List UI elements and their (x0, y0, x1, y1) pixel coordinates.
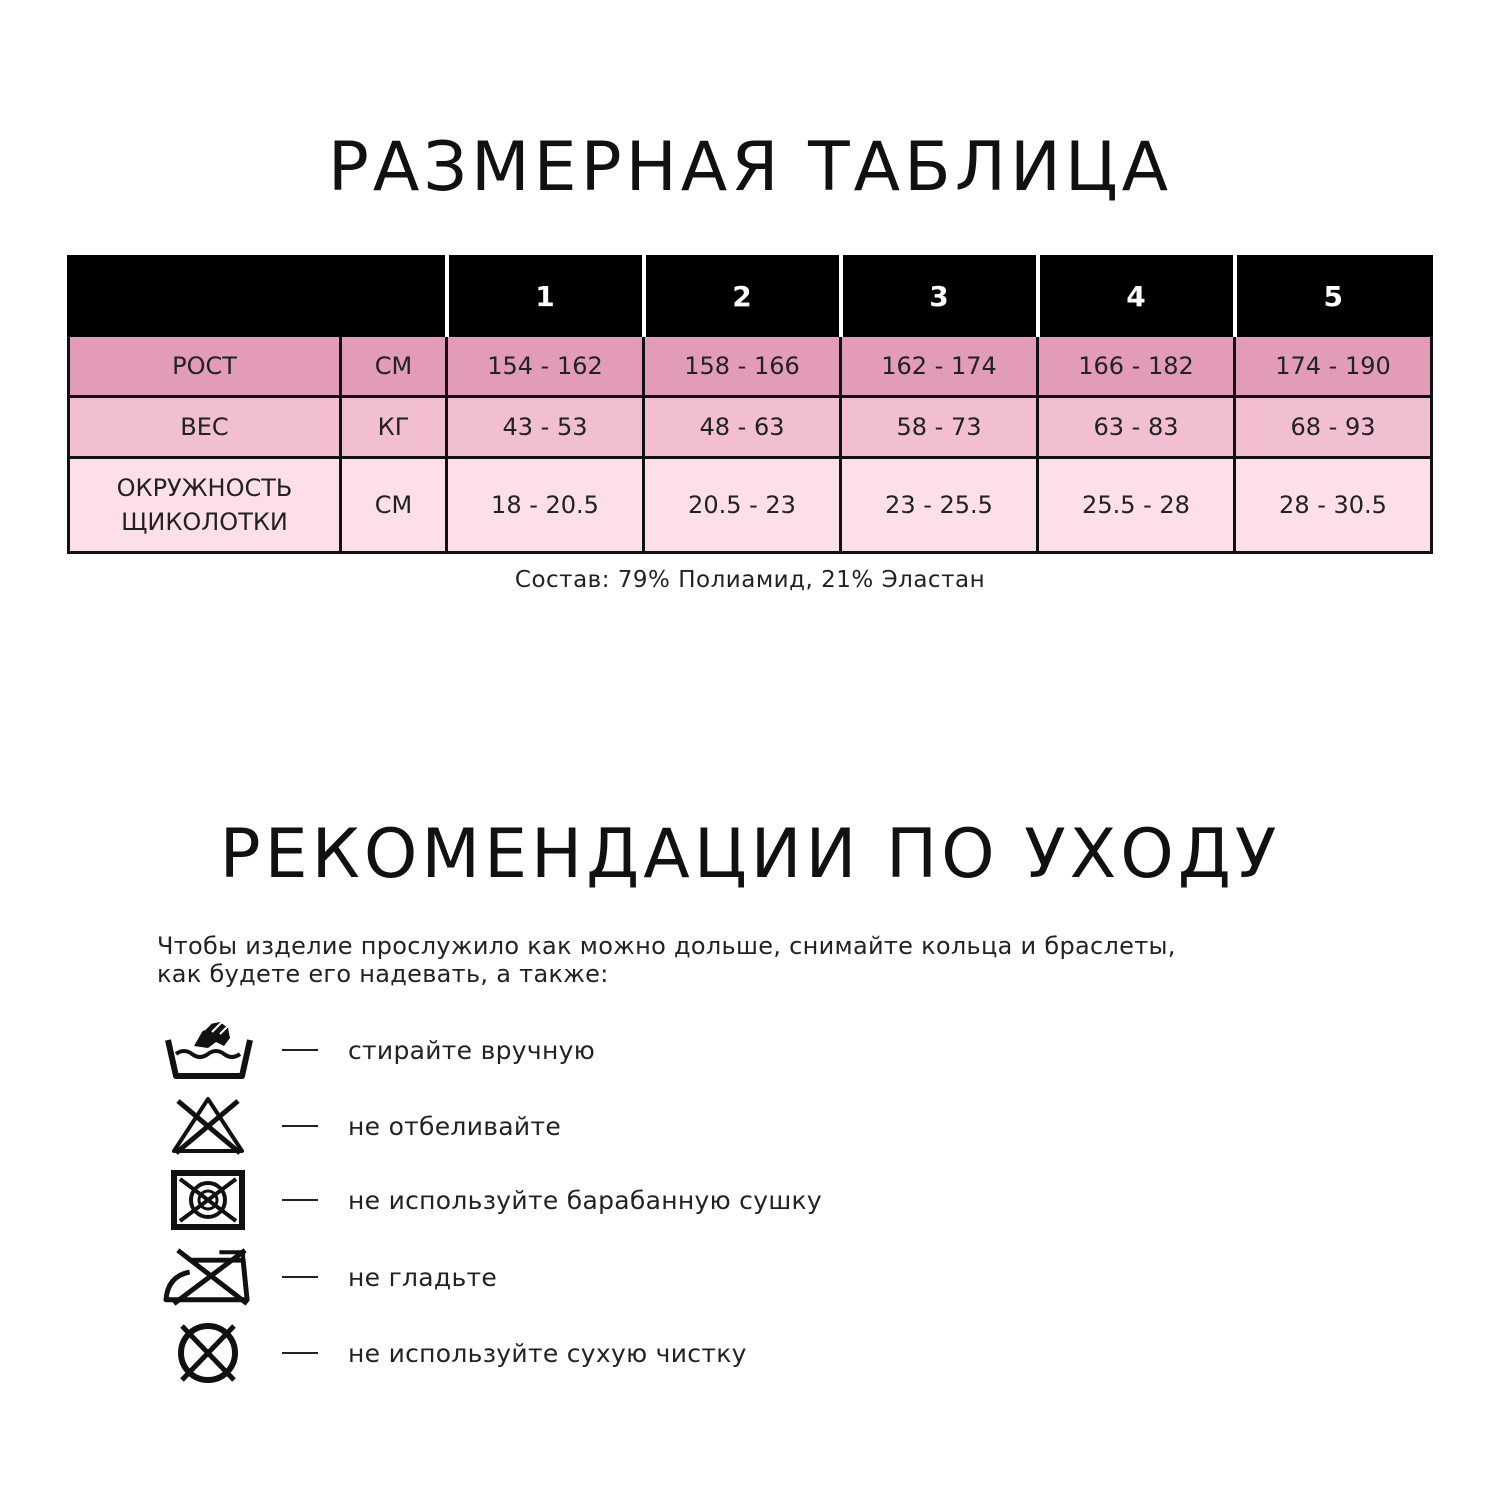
row-unit: СМ (341, 336, 447, 397)
care-item (160, 1245, 1060, 1309)
no-tumble-dry-icon (160, 1168, 255, 1232)
care-item (160, 1321, 1060, 1385)
table-cell: 174 - 190 (1235, 336, 1432, 397)
header-blank-cell (69, 257, 447, 336)
table-cell: 23 - 25.5 (841, 458, 1038, 553)
row-label: ВЕС (69, 397, 341, 458)
care-text: не отбеливайте (348, 1111, 562, 1141)
row-label: РОСТ (69, 336, 341, 397)
care-item (160, 1094, 1060, 1158)
care-item (160, 1168, 1060, 1232)
care-text: не используйте барабанную сушку (348, 1185, 822, 1215)
row-label-line: ОКРУЖНОСТЬ (116, 474, 293, 502)
care-dash (282, 1199, 318, 1201)
table-cell: 68 - 93 (1235, 397, 1432, 458)
size-table (67, 255, 1433, 554)
table-cell: 154 - 162 (447, 336, 644, 397)
size-header-row (69, 257, 1432, 336)
no-bleach-icon (160, 1094, 255, 1158)
hand-wash-icon (160, 1018, 255, 1082)
size-table-title: РАЗМЕРНАЯ ТАБЛИЦА (327, 128, 1173, 207)
care-intro-line: как будете его надевать, а также: (157, 960, 609, 988)
table-cell: 63 - 83 (1038, 397, 1235, 458)
table-cell: 166 - 182 (1038, 336, 1235, 397)
care-intro-line: Чтобы изделие прослужило как можно дольше, снимайте кольца и браслеты, (157, 932, 1176, 960)
size-header-cell: 3 (841, 257, 1038, 336)
composition-text: Состав: 79% Полиамид, 21% Эластан (514, 567, 986, 593)
table-cell: 48 - 63 (644, 397, 841, 458)
care-item (160, 1018, 1060, 1082)
table-row-height (69, 336, 1432, 397)
care-text: стирайте вручную (348, 1035, 596, 1065)
table-cell: 28 - 30.5 (1235, 458, 1432, 553)
size-header-cell: 2 (644, 257, 841, 336)
table-cell: 20.5 - 23 (644, 458, 841, 553)
table-cell: 158 - 166 (644, 336, 841, 397)
care-dash (282, 1049, 318, 1051)
size-header-cell: 4 (1038, 257, 1235, 336)
table-cell: 18 - 20.5 (447, 458, 644, 553)
table-row-weight (69, 397, 1432, 458)
table-cell: 25.5 - 28 (1038, 458, 1235, 553)
care-title: РЕКОМЕНДАЦИИ ПО УХОДУ (219, 815, 1281, 894)
row-unit: КГ (341, 397, 447, 458)
no-iron-icon (160, 1245, 255, 1309)
care-dash (282, 1352, 318, 1354)
care-text: не гладьте (348, 1262, 498, 1292)
care-intro (157, 932, 1407, 988)
care-text: не используйте сухую чистку (348, 1338, 747, 1368)
row-unit: СМ (341, 458, 447, 553)
size-header-cell: 5 (1235, 257, 1432, 336)
table-cell: 43 - 53 (447, 397, 644, 458)
table-row-ankle (69, 458, 1432, 553)
table-cell: 162 - 174 (841, 336, 1038, 397)
care-dash (282, 1125, 318, 1127)
care-dash (282, 1276, 318, 1278)
row-label (69, 458, 341, 553)
no-dry-clean-icon (160, 1321, 255, 1385)
row-label-line: ЩИКОЛОТКИ (121, 508, 288, 536)
size-header-cell: 1 (447, 257, 644, 336)
table-cell: 58 - 73 (841, 397, 1038, 458)
